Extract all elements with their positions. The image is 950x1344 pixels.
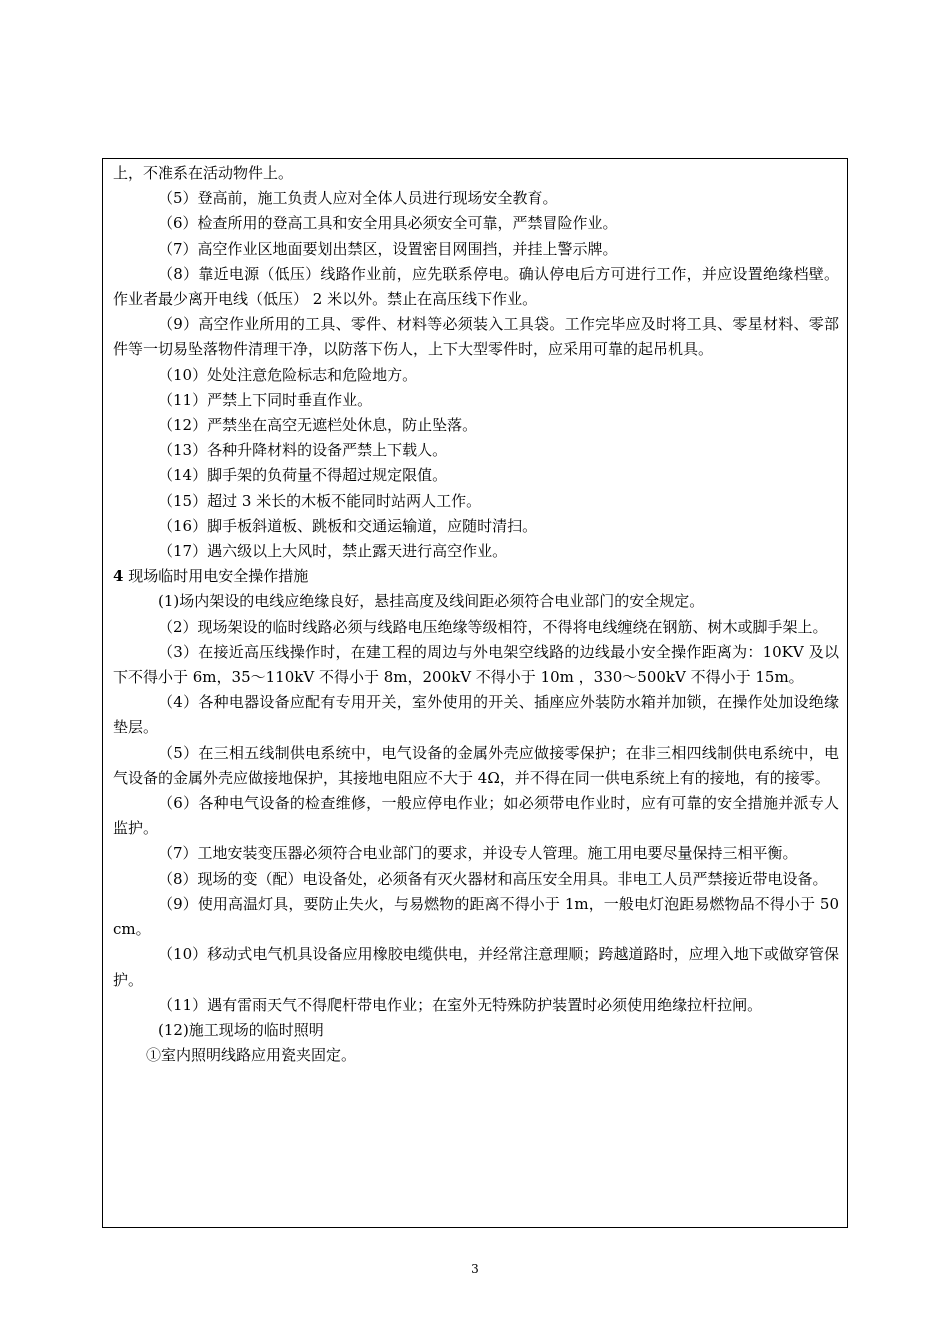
paragraph: （7）工地安装变压器必须符合电业部门的要求，并设专人管理。施工用电要尽量保持三相平衡。 xyxy=(158,844,798,863)
paragraph: (1)场内架设的电线应绝缘良好，悬挂高度及线间距必须符合电业部门的安全规定。 xyxy=(158,592,705,611)
paragraph: （5）在三相五线制供电系统中，电气设备的金属外壳应做接零保护；在非三相四线制供电系统中，电气设备的金属外壳应做接地保护，其接地电阻应不大于 4Ω，并不得在同一供电系统上有的接地，有的接零。 xyxy=(113,743,839,787)
section-title: 现场临时用电安全操作措施 xyxy=(123,567,309,586)
paragraph: ①室内照明线路应用瓷夹固定。 xyxy=(146,1046,357,1065)
paragraph: （13）各种升降材料的设备严禁上下载人。 xyxy=(158,441,448,460)
paragraph: (12)施工现场的临时照明 xyxy=(158,1020,324,1039)
paragraph: （7）高空作业区地面要划出禁区，设置密目网围挡，并挂上警示牌。 xyxy=(158,239,618,258)
paragraph: （3）在接近高压线操作时，在建工程的周边与外电架空线路的边线最小安全操作距离为：10KV 及以下不得小于 6m，35～110kV 不得小于 8m，200kV 不得小于 10m ，330～500kV 不得小于 15m。 xyxy=(113,642,839,687)
paragraph: （15）超过 3 米长的木板不能同时站两人工作。 xyxy=(158,491,482,510)
paragraph: （5）登高前，施工负责人应对全体人员进行现场安全教育。 xyxy=(158,189,558,208)
paragraph: （4）各种电器设备应配有专用开关，室外使用的开关、插座应外装防水箱并加锁，在操作处加设绝缘垫层。 xyxy=(113,693,839,737)
paragraph: （17）遇六级以上大风时，禁止露天进行高空作业。 xyxy=(158,542,508,561)
paragraph: （6）各种电气设备的检查维修，一般应停电作业；如必须带电作业时，应有可靠的安全措施并派专人监护。 xyxy=(113,794,839,838)
paragraph: （8）现场的变（配）电设备处，必须备有灭火器材和高压安全用具。非电工人员严禁接近带电设备。 xyxy=(158,869,828,888)
paragraph: 上，不准系在活动物件上。 xyxy=(113,164,294,182)
paragraph: （11）遇有雷雨天气不得爬杆带电作业；在室外无特殊防护装置时必须使用绝缘拉杆拉闸。 xyxy=(158,995,763,1014)
paragraph: （8）靠近电源（低压）线路作业前，应先联系停电。确认停电后方可进行工作，并应设置绝缘档壁。作业者最少离开电线（低压） 2 米以外。禁止在高压线下作业。 xyxy=(113,264,839,309)
section-heading xyxy=(113,564,839,589)
paragraph: （16）脚手板斜道板、跳板和交通运输道，应随时清扫。 xyxy=(158,516,538,535)
paragraph: （2）现场架设的临时线路必须与线路电压绝缘等级相符，不得将电线缠绕在钢筋、树木或脚手架上。 xyxy=(158,617,828,636)
paragraph: （14）脚手架的负荷量不得超过规定限值。 xyxy=(158,466,448,485)
paragraph: （10）处处注意危险标志和危险地方。 xyxy=(158,365,418,384)
paragraph: （12）严禁坐在高空无遮栏处休息，防止坠落。 xyxy=(158,416,478,435)
content-frame xyxy=(102,158,848,1228)
paragraph: （11）严禁上下同时垂直作业。 xyxy=(158,390,373,409)
paragraph: （6）检查所用的登高工具和安全用具必须安全可靠，严禁冒险作业。 xyxy=(158,214,618,233)
paragraph: （10）移动式电气机具设备应用橡胶电缆供电，并经常注意理顺；跨越道路时，应埋入地下或做穿管保护。 xyxy=(113,945,839,989)
page-number: 3 xyxy=(471,1262,479,1276)
paragraph: （9）使用高温灯具，要防止失火，与易燃物的距离不得小于 1m，一般电灯泡距易燃物品不得小于 50cm。 xyxy=(113,894,839,939)
paragraph: （9）高空作业所用的工具、零件、材料等必须装入工具袋。工作完毕应及时将工具、零星材料、零部件等一切易坠落物件清理干净，以防落下伤人，上下大型零件时，应采用可靠的起吊机具。 xyxy=(113,315,839,359)
document-body xyxy=(113,161,839,1068)
section-number: 4 xyxy=(113,567,124,586)
